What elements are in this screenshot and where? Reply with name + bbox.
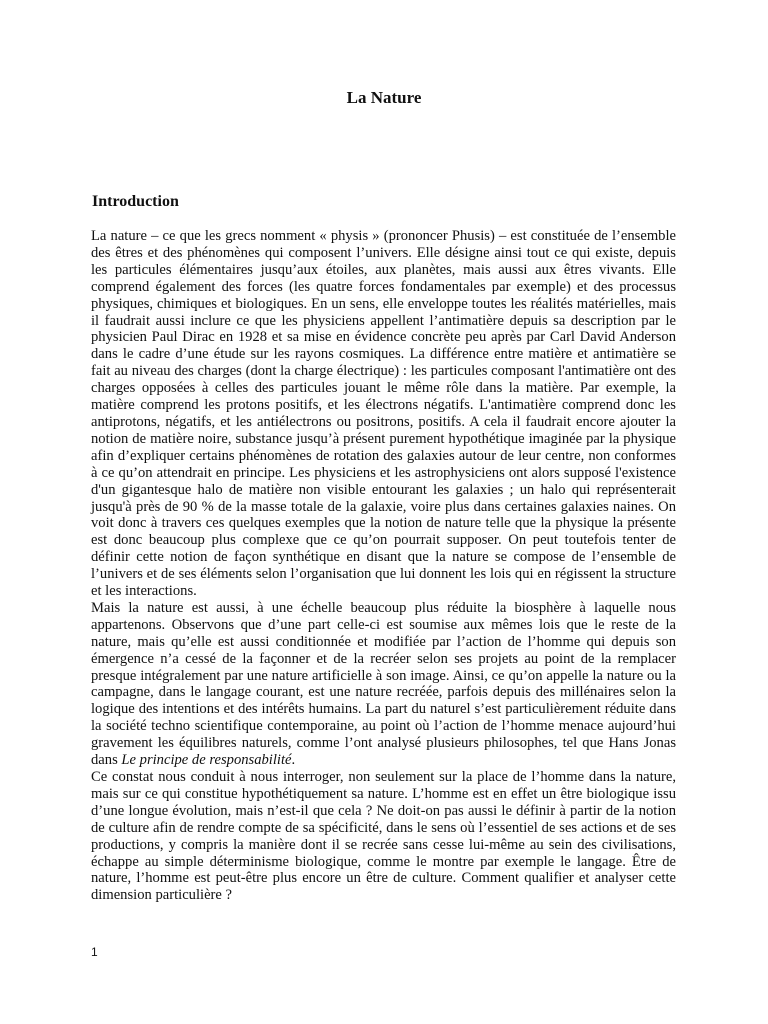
paragraph-2-text: Mais la nature est aussi, à une échelle beaucoup plus réduite la biosphère à laquelle nous appartenons. Observons que d’une part celle-ci est soumise aux mêmes lois que le reste de la nature, mais qu’elle est aussi conditionnée et modifiée par l’action de l’homme qui depuis son émergence n’a cessé de la façonner et de la recréer selon ses projets au point de la remplacer presque intégralement par une nature artificielle à son image. Ainsi, ce qu’on appelle la nature ou la campagne, dans le langage courant, est une nature recréée, parfois depuis des millénaires selon la logique des intentions et des intérêts humains. La part du naturel s’est particulièrement réduite dans la société techno scientifique contemporaine, au point où l’action de l’homme menace aujourd’hui gravement les équilibres naturels, comme l’ont analysé plusieurs philosophes, tel que Hans Jonas dans xyxy=(91,599,676,769)
page-number: 1 xyxy=(91,945,98,959)
section-heading: Introduction xyxy=(92,193,179,210)
body-text xyxy=(91,228,676,904)
paragraph-1: La nature – ce que les grecs nomment « physis » (prononcer Phusis) – est constituée de l’ensemble des êtres et des phénomènes qui composent l’univers. Elle désigne ainsi tout ce qui existe, depuis les particules élémentaires jusqu’aux étoiles, aux planètes, mais aussi aux êtres vivants. Elle comprend également des forces (les quatre forces fondamentales par exemple) et des processus physiques, chimiques et biologiques. En un sens, elle enveloppe toutes les réalités matérielles, mais il faudrait aussi inclure ce que les physiciens appellent l’antimatière depuis sa description par le physicien Paul Dirac en 1928 et sa mise en évidence concrète peu après par Carl David Anderson dans le cadre d’une étude sur les rayons cosmiques. La différence entre matière et antimatière se fait au niveau des charges (dont la charge électrique) : les particules composant l'antimatière ont des charges opposées à celles des particules jouant le même rôle dans la matière. Par exemple, la matière comprend les protons positifs, et les électrons négatifs. L'antimatière comprend donc les antiprotons, négatifs, et les antiélectrons ou positrons, positifs. A cela il faudrait encore ajouter la notion de matière noire, substance jusqu’à présent purement hypothétique imaginée par la physique afin d’expliquer certains phénomènes de rotation des galaxies autour de leur centre, non conformes à ce qu’on attendrait en principe. Les physiciens et les astrophysiciens ont alors supposé l'existence d'un gigantesque halo de matière non visible entourant les galaxies ; un halo qui représenterait jusqu'à près de 90 % de la masse totale de la galaxie, voire plus dans certaines galaxies naines. On voit donc à travers ces quelques exemples que la notion de nature telle que la physique la présente est donc beaucoup plus complexe que ce qu’on pourrait supposer. On peut toutefois tenter de définir cette notion de façon synthétique en disant que la nature se compose de l’ensemble de l’univers et de ses éléments selon l’organisation que lui donnent les lois qui en régissent la structure et les interactions. xyxy=(91,228,676,600)
paragraph-2-end: . xyxy=(291,752,296,769)
book-title: Le principe de responsabilité xyxy=(121,752,292,769)
paragraph-2 xyxy=(91,600,676,769)
page-title: La Nature xyxy=(346,88,422,107)
paragraph-3: Ce constat nous conduit à nous interroger, non seulement sur la place de l’homme dans la nature, mais sur ce qui constitue hypothétiquement sa nature. L’homme est en effet un être biologique issu d’une longue évolution, mais n’est-il que cela ? Ne doit-on pas aussi le définir à partir de la notion de culture afin de rendre compte de sa spécificité, dans le sens où l’essentiel de ses actions et de ses productions, y compris la manière dont il se recrée sans cesse lui-même au sein des civilisations, échappe au simple déterminisme biologique, comme le montre par exemple le langage. Être de nature, l’homme est peut-être plus encore un être de culture. Comment qualifier et analyser cette dimension particulière ? xyxy=(91,769,676,904)
